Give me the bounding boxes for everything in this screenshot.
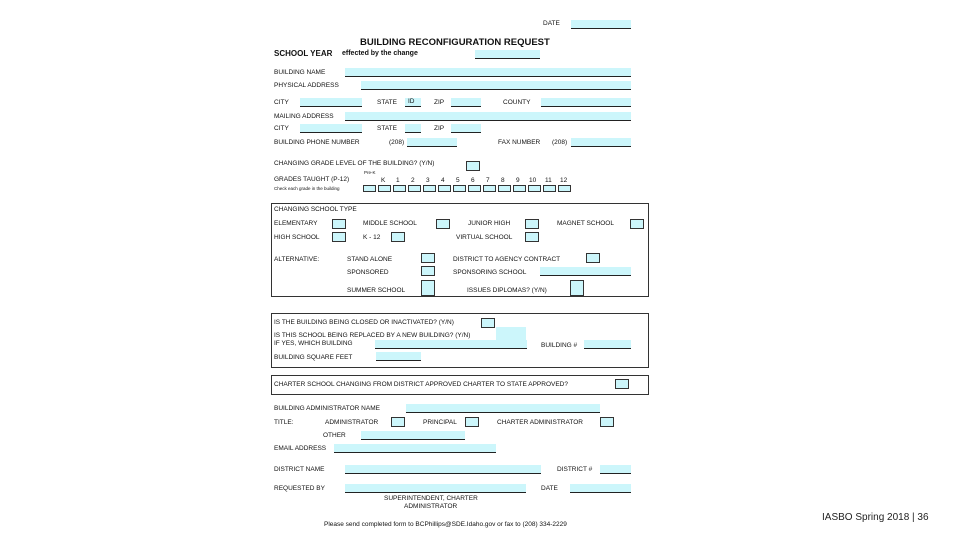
grade-label: 10 — [529, 177, 537, 184]
state-value[interactable]: ID — [405, 98, 421, 107]
phone-field[interactable] — [407, 138, 457, 147]
school-year-field[interactable] — [475, 50, 540, 59]
school-type-box — [271, 203, 649, 297]
district-agency-checkbox[interactable] — [586, 253, 600, 263]
grade-checkbox[interactable] — [393, 185, 406, 192]
junior-high-label: JUNIOR HIGH — [468, 220, 511, 227]
city-field[interactable] — [300, 98, 362, 107]
grade-checkbox[interactable] — [483, 185, 496, 192]
grade-label: 11 — [545, 177, 552, 184]
grade-label: K — [381, 177, 386, 184]
phone-label: BUILDING PHONE NUMBER — [274, 139, 360, 146]
changing-grade-checkbox[interactable] — [466, 161, 480, 171]
district-name-label: DISTRICT NAME — [274, 466, 325, 473]
grade-checkbox[interactable] — [453, 185, 466, 192]
grade-checkbox[interactable] — [378, 185, 391, 192]
district-agency-label: DISTRICT TO AGENCY CONTRACT — [453, 256, 561, 263]
grade-label: 12 — [560, 177, 568, 184]
administrator-label: ADMINISTRATOR — [325, 419, 379, 426]
grade-checkbox[interactable] — [363, 185, 376, 192]
middle-school-checkbox[interactable] — [436, 219, 450, 229]
stand-alone-label: STAND ALONE — [347, 256, 393, 263]
sponsored-label: SPONSORED — [347, 269, 389, 276]
virtual-school-checkbox[interactable] — [525, 232, 539, 242]
date-label: DATE — [543, 20, 560, 27]
zip2-field[interactable] — [451, 124, 481, 133]
summer-school-label: SUMMER SCHOOL — [347, 287, 406, 294]
state2-field[interactable] — [405, 124, 421, 133]
fax-prefix: (208) — [552, 139, 568, 146]
magnet-school-checkbox[interactable] — [630, 219, 644, 229]
school-type-header: CHANGING SCHOOL TYPE — [274, 206, 357, 213]
fax-label: FAX NUMBER — [498, 139, 541, 146]
county-label: COUNTY — [503, 99, 531, 106]
k12-label: K - 12 — [363, 234, 381, 241]
grades-taught-label: GRADES TAUGHT (P-12) — [274, 176, 350, 183]
school-year-rest: effected by the change — [342, 50, 418, 57]
virtual-school-label: VIRTUAL SCHOOL — [456, 234, 513, 241]
grade-checkbox[interactable] — [423, 185, 436, 192]
closed-checkbox[interactable] — [481, 318, 495, 328]
charter-label: CHARTER SCHOOL CHANGING FROM DISTRICT APPROVED CHARTER TO STATE APPROVED? — [274, 381, 568, 388]
zip-label: ZIP — [434, 99, 445, 106]
grade-label: 8 — [501, 177, 505, 184]
principal-checkbox[interactable] — [465, 417, 479, 427]
charter-admin-label: CHARTER ADMINISTRATOR — [497, 419, 583, 426]
admin-name-field[interactable] — [406, 404, 600, 413]
other-label: OTHER — [323, 432, 346, 439]
grade-checkbox[interactable] — [528, 185, 541, 192]
alternative-label: ALTERNATIVE: — [274, 256, 320, 263]
zip2-label: ZIP — [434, 125, 445, 132]
building-number-field[interactable] — [584, 340, 631, 349]
email-label: EMAIL ADDRESS — [274, 445, 327, 452]
replaced-field[interactable] — [496, 327, 526, 341]
summer-school-checkbox[interactable] — [421, 280, 435, 296]
send-note: Please send completed form to BCPhillips@SDE.Idaho.gov or fax to (208) 334-2229 — [324, 521, 567, 528]
grade-checkbox[interactable] — [558, 185, 571, 192]
slide-footer: IASBO Spring 2018 | 36 — [822, 512, 929, 523]
grade-label: 1 — [396, 177, 400, 184]
city2-field[interactable] — [300, 124, 362, 133]
closed-label: IS THE BUILDING BEING CLOSED OR INACTIVATED? (Y/N) — [274, 319, 454, 326]
check-each-note: Check each grade in the building — [274, 186, 340, 191]
middle-school-label: MIDDLE SCHOOL — [363, 220, 417, 227]
superintendent-label: SUPERINTENDENT, CHARTER — [384, 495, 478, 502]
fax-field[interactable] — [571, 138, 631, 147]
sponsored-checkbox[interactable] — [421, 266, 435, 276]
state2-label: STATE — [377, 125, 397, 132]
admin-name-label: BUILDING ADMINISTRATOR NAME — [274, 405, 380, 412]
county-field[interactable] — [541, 98, 631, 107]
email-field[interactable] — [334, 444, 496, 453]
grade-checkbox[interactable] — [438, 185, 451, 192]
building-number-label: BUILDING # — [541, 342, 578, 349]
physical-address-field[interactable] — [361, 81, 631, 90]
date-field[interactable] — [571, 20, 631, 29]
building-name-label: BUILDING NAME — [274, 69, 326, 76]
grade-label: 6 — [471, 177, 475, 184]
form-title: BUILDING RECONFIGURATION REQUEST — [360, 37, 550, 48]
mailing-address-label: MAILING ADDRESS — [274, 113, 334, 120]
charter-admin-checkbox[interactable] — [600, 417, 614, 427]
principal-label: PRINCIPAL — [423, 419, 457, 426]
school-year-label: SCHOOL YEAR — [274, 49, 333, 58]
physical-address-label: PHYSICAL ADDRESS — [274, 82, 339, 89]
city-label: CITY — [274, 99, 289, 106]
junior-high-checkbox[interactable] — [525, 219, 539, 229]
grade-checkbox[interactable] — [513, 185, 526, 192]
sponsoring-school-field[interactable] — [540, 267, 631, 276]
building-name-field[interactable] — [345, 68, 631, 77]
other-field[interactable] — [361, 431, 465, 440]
grade-label: Pre-K — [364, 170, 376, 175]
date2-field[interactable] — [570, 484, 631, 493]
requested-by-label: REQUESTED BY — [274, 485, 325, 492]
grade-checkbox[interactable] — [408, 185, 421, 192]
replaced-label: IS THIS SCHOOL BEING REPLACED BY A NEW BUILDING? (Y/N) — [274, 332, 471, 339]
grade-label: 7 — [486, 177, 490, 184]
elementary-label: ELEMENTARY — [274, 220, 318, 227]
k12-checkbox[interactable] — [391, 232, 405, 242]
administrator-checkbox[interactable] — [391, 417, 405, 427]
grade-label: 3 — [426, 177, 430, 184]
district-name-field[interactable] — [345, 465, 541, 474]
grade-label: 2 — [411, 177, 415, 184]
requested-by-field[interactable] — [345, 484, 526, 493]
grade-label: 5 — [456, 177, 460, 184]
high-school-label: HIGH SCHOOL — [274, 234, 320, 241]
phone-prefix: (208) — [389, 139, 405, 146]
grade-checkbox[interactable] — [543, 185, 556, 192]
state-label: STATE — [377, 99, 397, 106]
magnet-school-label: MAGNET SCHOOL — [557, 220, 614, 227]
mailing-address-field[interactable] — [345, 112, 631, 121]
zip-field[interactable] — [451, 98, 481, 107]
sponsoring-school-label: SPONSORING SCHOOL — [453, 269, 527, 276]
square-feet-field[interactable] — [376, 352, 421, 361]
grade-label: 9 — [516, 177, 520, 184]
grade-checkbox[interactable] — [498, 185, 511, 192]
grade-label: 4 — [441, 177, 445, 184]
district-number-field[interactable] — [600, 465, 631, 474]
square-feet-label: BUILDING SQUARE FEET — [274, 354, 353, 361]
stand-alone-checkbox[interactable] — [421, 253, 435, 263]
changing-grade-label: CHANGING GRADE LEVEL OF THE BUILDING? (Y/N) — [274, 160, 435, 167]
issues-diplomas-label: ISSUES DIPLOMAS? (Y/N) — [467, 287, 547, 294]
elementary-checkbox[interactable] — [332, 219, 346, 229]
administrator-sub-label: ADMINISTRATOR — [404, 503, 458, 510]
title-label: TITLE: — [274, 419, 294, 426]
which-building-label: IF YES, WHICH BUILDING — [274, 340, 353, 347]
city2-label: CITY — [274, 125, 289, 132]
issues-diplomas-checkbox[interactable] — [570, 280, 584, 296]
district-number-label: DISTRICT # — [557, 466, 593, 473]
grade-checkbox[interactable] — [468, 185, 481, 192]
which-building-field[interactable] — [375, 340, 527, 349]
high-school-checkbox[interactable] — [332, 232, 346, 242]
charter-checkbox[interactable] — [615, 379, 629, 389]
date2-label: DATE — [541, 485, 558, 492]
